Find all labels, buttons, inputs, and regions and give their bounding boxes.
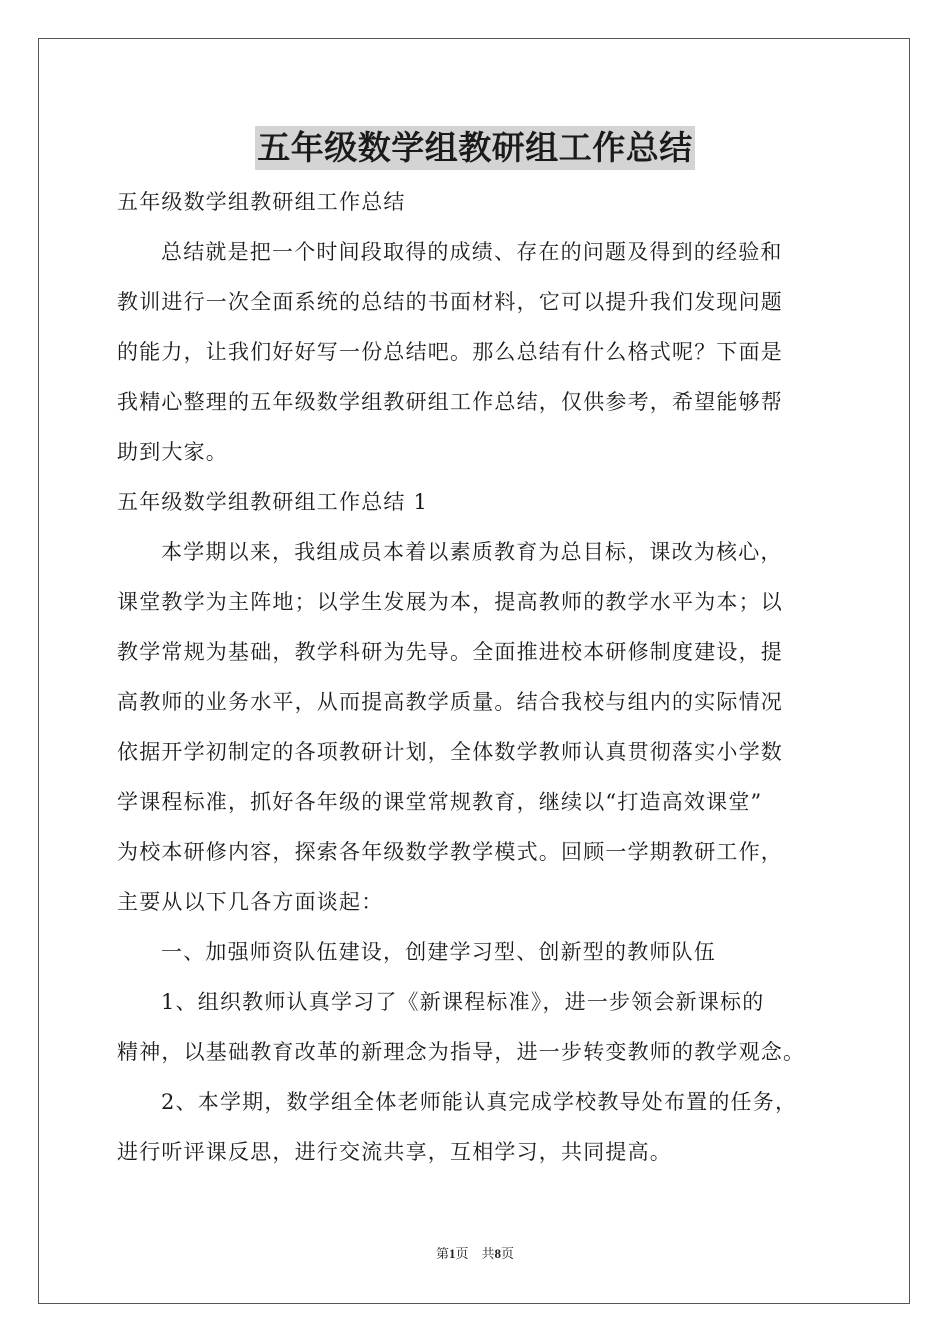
- page-prefix: 第: [435, 1247, 449, 1262]
- paragraph-line: 高教师的业务水平，从而提高教学质量。结合我校与组内的实际情况: [117, 690, 783, 714]
- paragraph-line: 1、组织教师认真学习了《新课程标准》，进一步领会新课标的: [161, 990, 765, 1014]
- paragraph-line: 2、本学期，数学组全体老师能认真完成学校教导处布置的任务，: [161, 1090, 798, 1114]
- paragraph-line: 教训进行一次全面系统的总结的书面材料，它可以提升我们发现问题: [117, 290, 783, 314]
- paragraph-line: 主要从以下几各方面谈起：: [117, 890, 384, 914]
- current-page-number: 1: [448, 1246, 456, 1261]
- paragraph-line: 进行听评课反思，进行交流共享，互相学习，共同提高。: [117, 1140, 672, 1164]
- page-footer: [0, 1245, 950, 1264]
- paragraph-line: 助到大家。: [117, 440, 228, 464]
- paragraph-line: 学课程标准，抓好各年级的课堂常规教育，继续以“打造高效课堂”: [117, 790, 763, 814]
- subtitle-line: 五年级数学组教研组工作总结: [117, 190, 406, 214]
- section-heading: 五年级数学组教研组工作总结 1: [117, 490, 429, 514]
- paragraph-line: 课堂教学为主阵地；以学生发展为本，提高教师的教学水平为本；以: [117, 590, 783, 614]
- paragraph-line: 依据开学初制定的各项教研计划，全体数学教师认真贯彻落实小学数: [117, 740, 783, 764]
- paragraph-line: 我精心整理的五年级数学组教研组工作总结，仅供参考，希望能够帮: [117, 390, 783, 414]
- paragraph-line: 本学期以来，我组成员本着以素质教育为总目标，课改为核心，: [161, 540, 783, 564]
- paragraph-line: 为校本研修内容，探索各年级数学教学模式。回顾一学期教研工作，: [117, 840, 783, 864]
- page-suffix: 页: [501, 1247, 515, 1262]
- document-body: [117, 177, 833, 1177]
- page-mid: 页 共: [455, 1247, 495, 1262]
- title-container: [0, 126, 950, 170]
- total-pages-number: 8: [494, 1246, 501, 1261]
- paragraph-line: 总结就是把一个时间段取得的成绩、存在的问题及得到的经验和: [161, 240, 783, 264]
- document-title: 五年级数学组教研组工作总结: [255, 126, 695, 170]
- paragraph-line: 的能力，让我们好好写一份总结吧。那么总结有什么格式呢？下面是: [117, 340, 783, 364]
- paragraph-line: 教学常规为基础，教学科研为先导。全面推进校本研修制度建设，提: [117, 640, 783, 664]
- subheading-line: 一、加强师资队伍建设，创建学习型、创新型的教师队伍: [161, 940, 716, 964]
- paragraph-line: 精神，以基础教育改革的新理念为指导，进一步转变教师的教学观念。: [117, 1040, 806, 1064]
